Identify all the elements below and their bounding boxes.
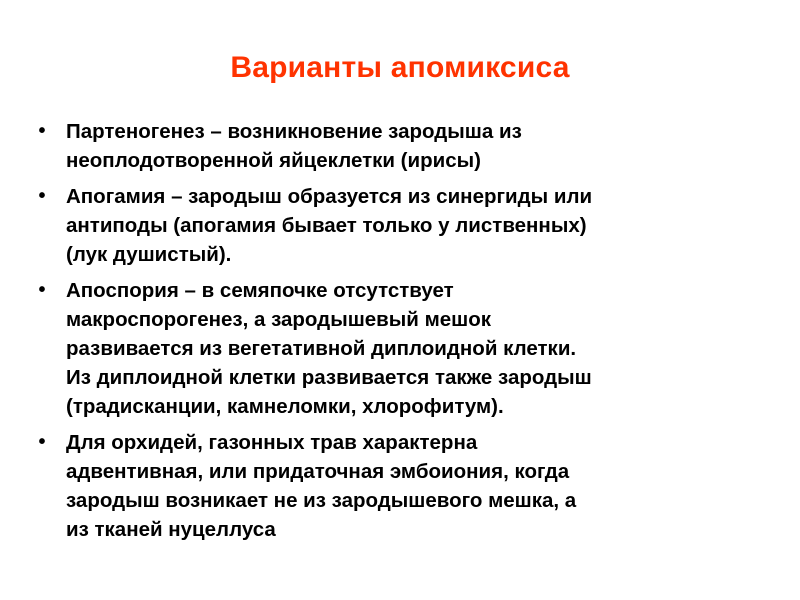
- bullet-line: Из диплоидной клетки развивается также зародыш: [66, 366, 592, 389]
- bullet-dot-icon: •: [38, 431, 46, 453]
- bullet-text: [66, 117, 774, 175]
- bullet-text: [66, 182, 774, 269]
- bullet-item-apogamy: [34, 182, 774, 269]
- bullet-line: адвентивная, или придаточная эмбоиония, когда: [66, 460, 570, 483]
- bullet-line: макроспорогенез, а зародышевый мешок: [66, 308, 492, 331]
- bullet-dot-icon: •: [38, 279, 46, 301]
- bullet-line: Партеногенез – возникновение зародыша из: [66, 120, 522, 143]
- bullet-line: (лук душистый).: [66, 243, 232, 266]
- bullet-text: [66, 276, 774, 421]
- bullet-item-adventive-embryony: [34, 428, 774, 544]
- bullet-line: (традисканции, камнеломки, хлорофитум).: [66, 395, 504, 418]
- slide-title: Варианты апомиксиса: [230, 51, 570, 84]
- bullet-line: из тканей нуцеллуса: [66, 518, 276, 541]
- bullet-line: Для орхидей, газонных трав характерна: [66, 431, 478, 454]
- bullet-dot-icon: •: [38, 185, 46, 207]
- bullet-text: [66, 428, 774, 544]
- bullet-line: антиподы (апогамия бывает только у лиственных): [66, 214, 587, 237]
- bullet-line: зародыш возникает не из зародышевого мешка, а: [66, 489, 577, 512]
- bullet-item-partenogenesis: [34, 117, 774, 175]
- bullet-item-apospory: [34, 276, 774, 421]
- bullet-line: Апогамия – зародыш образуется из синергиды или: [66, 185, 593, 208]
- bullet-line: неоплодотворенной яйцеклетки (ирисы): [66, 149, 481, 172]
- bullet-line: Апоспория – в семяпочке отсутствует: [66, 279, 454, 302]
- bullet-dot-icon: •: [38, 120, 46, 142]
- bullet-list: [34, 117, 774, 551]
- bullet-line: развивается из вегетативной диплоидной клетки.: [66, 337, 577, 360]
